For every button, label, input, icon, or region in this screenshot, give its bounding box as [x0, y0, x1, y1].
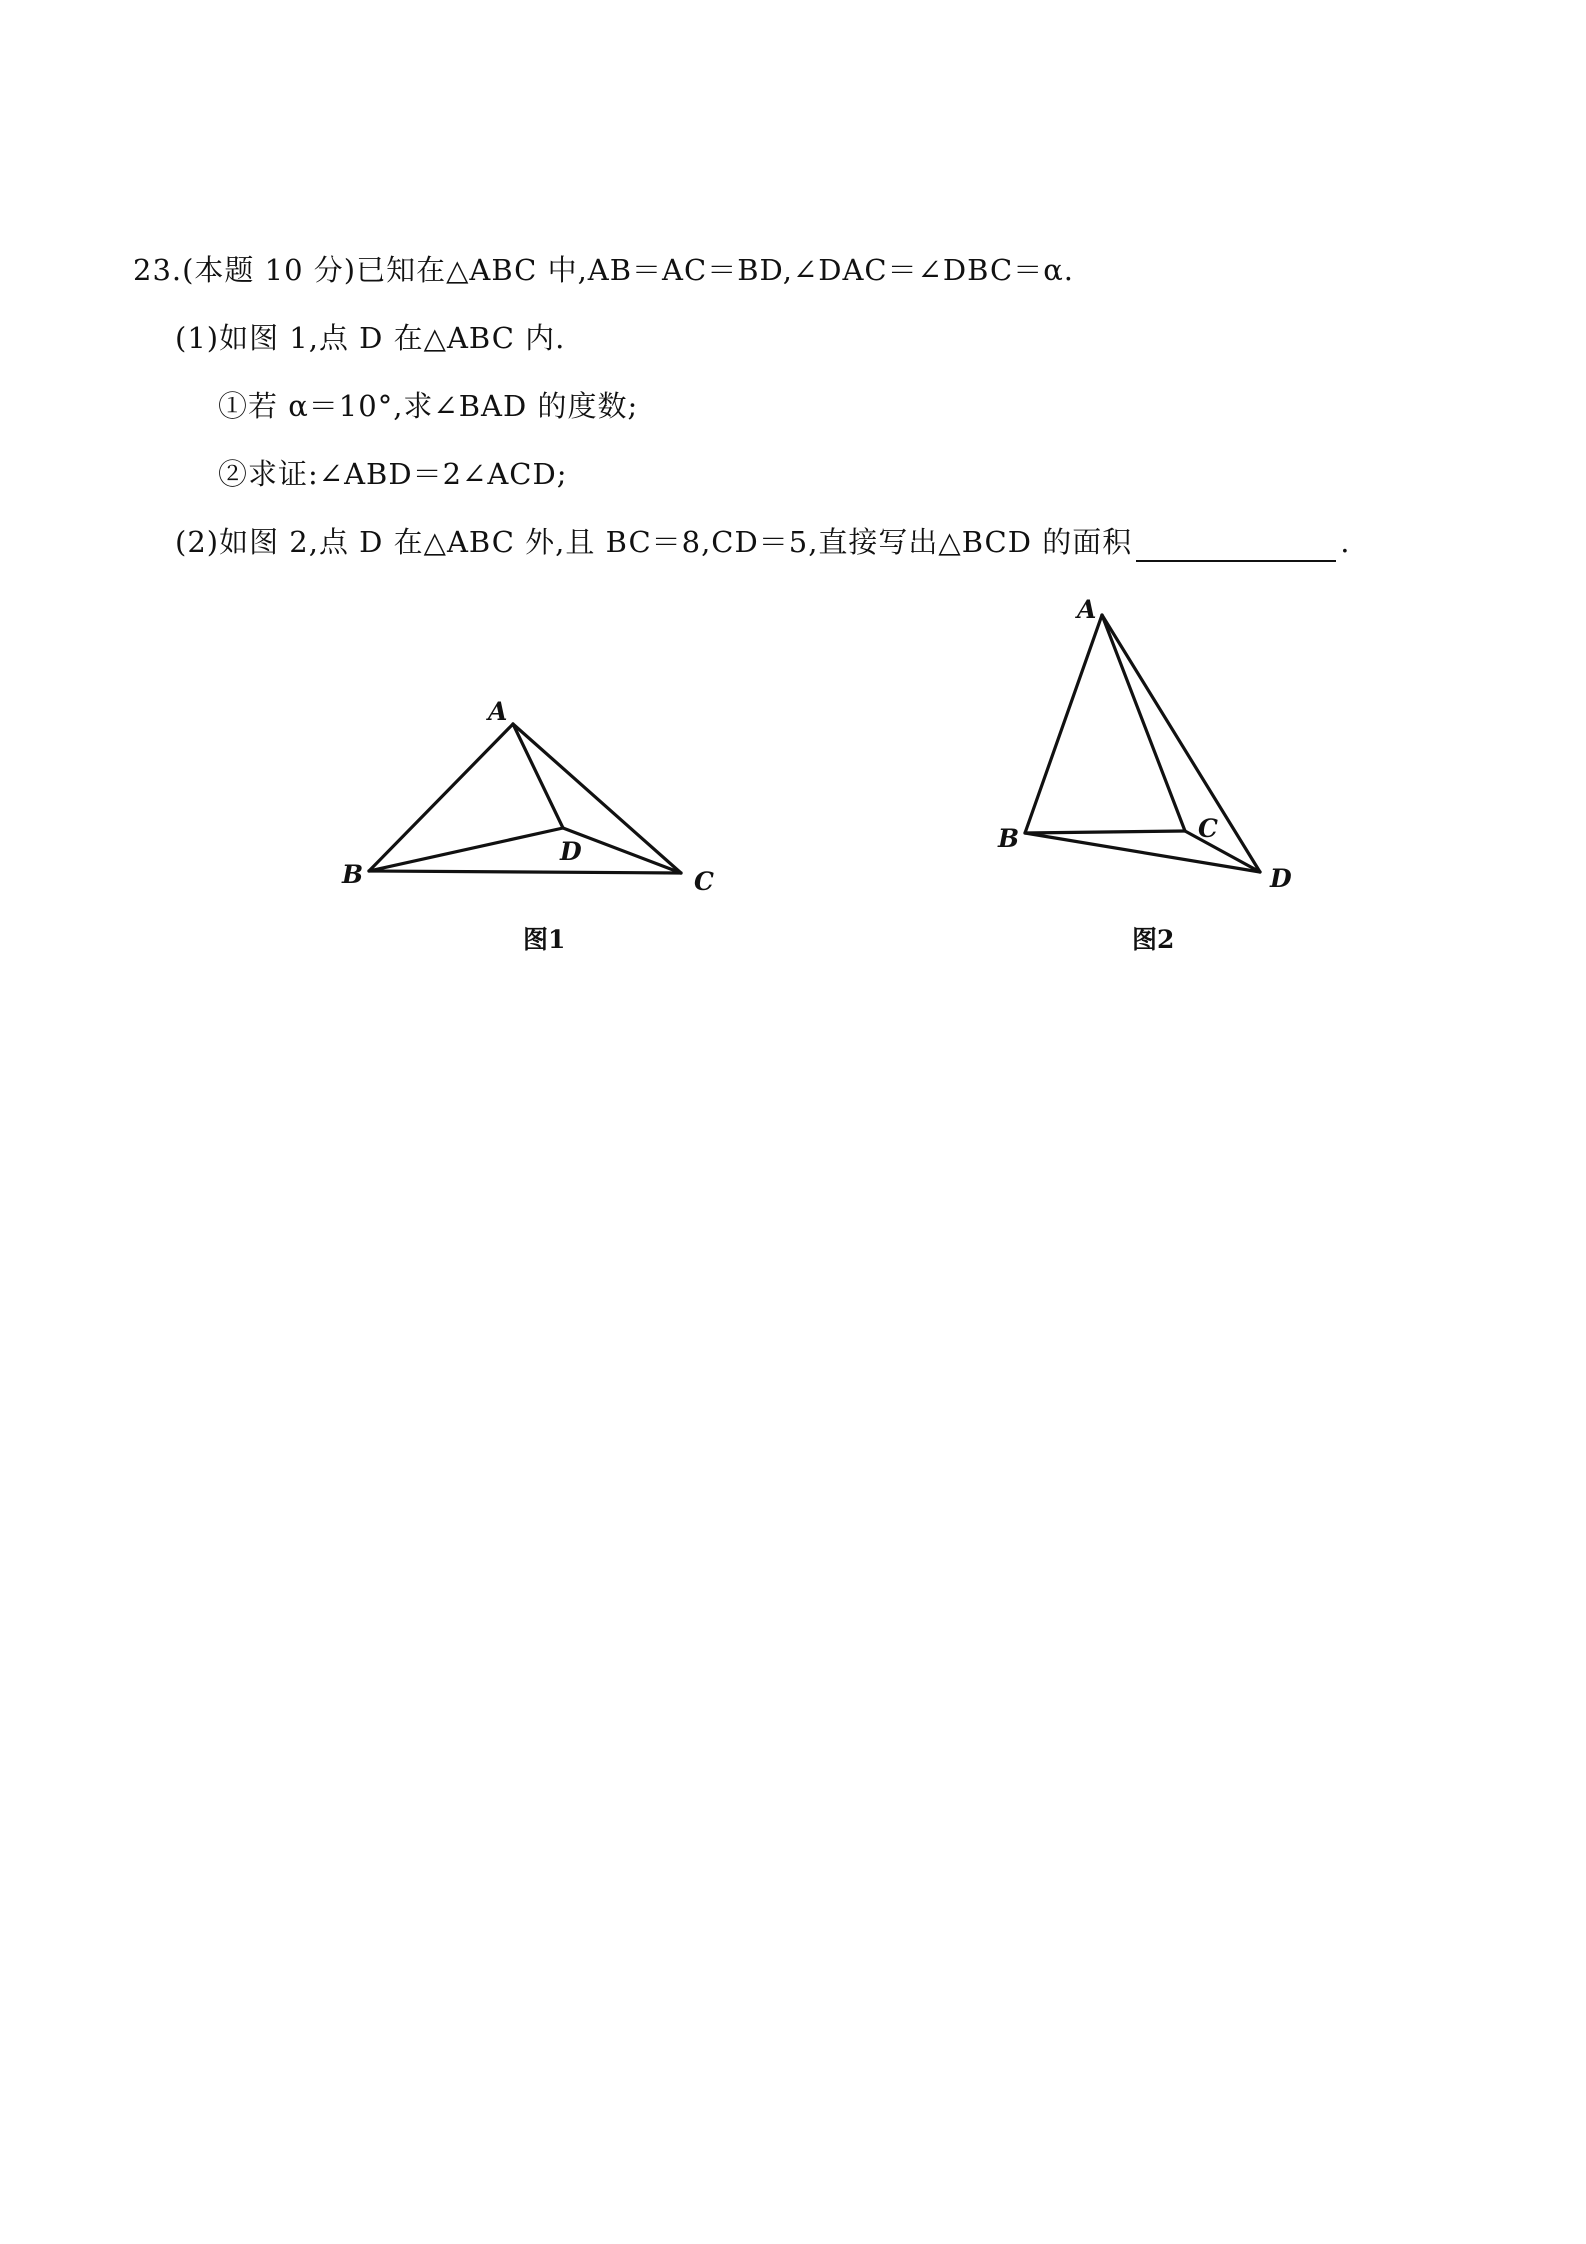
fig2-label-d: D [1270, 864, 1292, 893]
part1-question-1: ①若 α＝10°,求∠BAD 的度数; [218, 389, 639, 423]
part2-end: . [1340, 525, 1351, 559]
problem-header: 23.(本题 10 分)已知在△ABC 中,AB＝AC＝BD,∠DAC＝∠DBC＝α. [133, 253, 1075, 287]
figure-2-caption: 图2 [1132, 925, 1175, 954]
fig1-label-a: A [488, 697, 508, 726]
fig1-segment-ac [513, 724, 681, 873]
figure-2-drawing [980, 590, 1310, 900]
fig2-segment-ab [1025, 615, 1102, 833]
fig1-segment-bd [369, 828, 563, 871]
part1-intro: (1)如图 1,点 D 在△ABC 内. [175, 321, 566, 355]
fig1-segment-ad [513, 724, 563, 828]
part1-question-2: ②求证:∠ABD＝2∠ACD; [218, 457, 568, 491]
fig1-segment-ab [369, 724, 513, 871]
fig2-label-c: C [1198, 814, 1218, 843]
fig2-segment-bc [1025, 831, 1185, 833]
fig1-segment-bc [369, 871, 681, 873]
answer-blank[interactable] [1136, 530, 1336, 562]
fig2-label-b: B [998, 824, 1020, 853]
figure-1-caption: 图1 [523, 925, 566, 954]
fig1-label-b: B [342, 860, 364, 889]
part2-question [175, 522, 1350, 562]
fig1-label-d: D [560, 837, 582, 866]
fig2-segment-ad [1102, 615, 1260, 872]
fig2-label-a: A [1077, 595, 1097, 624]
fig2-segment-ac [1102, 615, 1185, 831]
figure-1-drawing [330, 690, 730, 910]
figure-2 [980, 590, 1310, 900]
figure-1 [330, 690, 730, 910]
fig1-label-c: C [694, 867, 714, 896]
part2-text: (2)如图 2,点 D 在△ABC 外,且 BC＝8,CD＝5,直接写出△BCD 的面积 [175, 525, 1133, 559]
